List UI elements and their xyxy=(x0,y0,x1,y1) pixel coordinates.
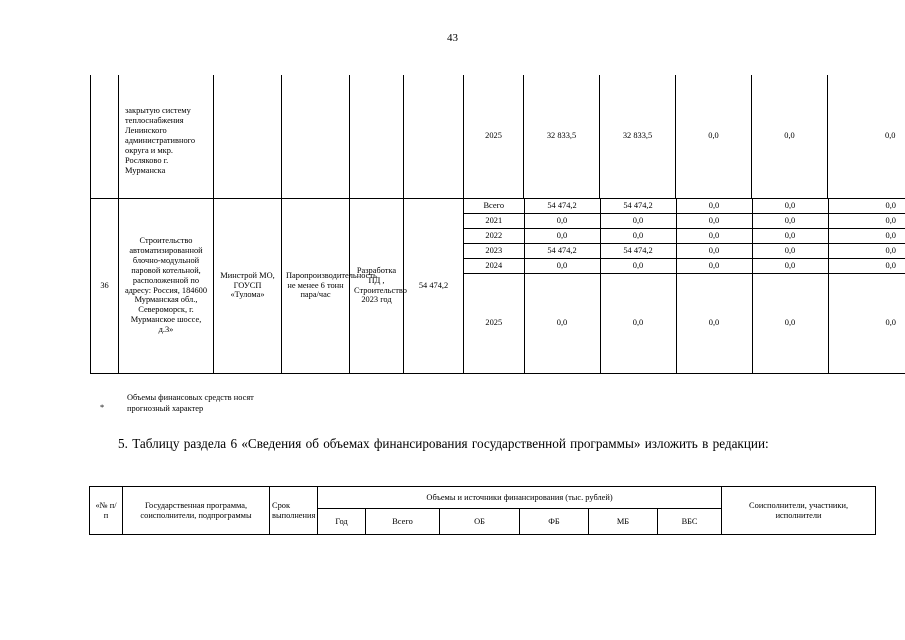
indicator-cell: Паропроизводительность не менее 6 тонн пара/час xyxy=(282,198,350,373)
mb-cell: 0,0 xyxy=(752,199,828,214)
fb-cell: 0,0 xyxy=(676,214,752,229)
footnote-line1: Объемы финансовых средств носят xyxy=(127,393,254,402)
executor-cell: Минстрой МО, ГОУСП «Тулома» xyxy=(214,198,282,373)
year-cell: 2022 xyxy=(464,229,524,244)
mb-cell: 0,0 xyxy=(752,274,828,373)
total-cell: 32 833,5 xyxy=(524,75,600,198)
fb-cell: 0,0 xyxy=(676,259,752,274)
financing-header-table xyxy=(89,486,876,535)
year-cell: 2025 xyxy=(485,318,503,328)
sub-fb-header: ФБ xyxy=(520,509,589,535)
projects-table xyxy=(90,75,905,374)
col-finance-header: Объемы и источники финансирования (тыс. рублей) xyxy=(318,487,722,509)
ob-cell: 0,0 xyxy=(600,259,676,274)
ob-cell: 54 474,2 xyxy=(600,199,676,214)
mb-cell: 0,0 xyxy=(752,259,828,274)
stage-cell: Разработка ПД , Строительство 2023 год xyxy=(350,198,404,373)
col-term-header: Срок выполнения xyxy=(270,487,318,535)
num-cell: 36 xyxy=(91,198,119,373)
vbs-cell: 0,0 xyxy=(828,244,905,259)
fb-cell: 0,0 xyxy=(676,274,752,373)
table-row-36 xyxy=(91,198,905,373)
page-number: 43 xyxy=(447,32,458,44)
year-cell: Всего xyxy=(464,199,524,214)
total-cell: 54 474,2 xyxy=(524,244,600,259)
sub-mb-header: МБ xyxy=(589,509,658,535)
ob-cell: 0,0 xyxy=(600,229,676,244)
amendment-paragraph: 5. Таблицу раздела 6 «Сведения об объемах финансирования государственной программы» изложить в редакции: xyxy=(118,436,769,451)
vbs-cell: 0,0 xyxy=(828,75,905,198)
yearly-table xyxy=(464,199,905,373)
num-cell xyxy=(91,75,119,198)
mb-cell: 0,0 xyxy=(752,244,828,259)
total-cell: 0,0 xyxy=(524,274,600,373)
year-cell: 2021 xyxy=(464,214,524,229)
year-cell: 2023 xyxy=(464,244,524,259)
fb-cell: 0,0 xyxy=(676,199,752,214)
ob-cell: 0,0 xyxy=(600,214,676,229)
fb-cell: 0,0 xyxy=(676,75,752,198)
footnote-star: * xyxy=(100,403,105,412)
year-row xyxy=(464,229,905,244)
ob-cell: 54 474,2 xyxy=(600,244,676,259)
sub-total-header: Всего xyxy=(366,509,440,535)
year-row xyxy=(464,274,905,373)
cost-cell: 54 474,2 xyxy=(404,198,464,373)
table-row-continued xyxy=(91,75,905,198)
year-cell: 2024 xyxy=(464,259,524,274)
footnote-line2: прогнозный характер xyxy=(127,403,204,413)
mb-cell: 0,0 xyxy=(752,75,828,198)
vbs-cell: 0,0 xyxy=(828,229,905,244)
vbs-cell: 0,0 xyxy=(828,199,905,214)
col-program-header: Государственная программа, соисполнители, подпрограммы xyxy=(123,487,270,535)
sub-ob-header: ОБ xyxy=(440,509,520,535)
vbs-cell: 0,0 xyxy=(828,214,905,229)
sub-vbs-header: ВБС xyxy=(658,509,722,535)
total-cell: 0,0 xyxy=(524,259,600,274)
year-row xyxy=(464,259,905,274)
total-cell: 54 474,2 xyxy=(524,199,600,214)
mb-cell: 0,0 xyxy=(752,229,828,244)
year-row xyxy=(464,199,905,214)
description-cell: закрытую систему теплоснабжения Ленинского административного округа и мкр. Росляково г. Мурманска xyxy=(119,75,214,198)
mb-cell: 0,0 xyxy=(752,214,828,229)
vbs-cell: 0,0 xyxy=(828,274,905,373)
fb-cell: 0,0 xyxy=(676,229,752,244)
vbs-cell: 0,0 xyxy=(828,259,905,274)
yearly-breakdown xyxy=(464,198,905,373)
total-cell: 0,0 xyxy=(524,214,600,229)
ob-cell: 0,0 xyxy=(600,274,676,373)
year-row xyxy=(464,214,905,229)
fb-cell: 0,0 xyxy=(676,244,752,259)
col-coexec-header: Соисполнители, участники, исполнители xyxy=(722,487,876,535)
sub-year-header: Год xyxy=(318,509,366,535)
year-cell: 2025 xyxy=(464,75,524,198)
ob-cell: 32 833,5 xyxy=(600,75,676,198)
description-cell: Строительство автоматизированной блочно-модульной паровой котельной, расположенной по адресу: Россия, 184600 Мурманская обл., Североморск, г. Мурманское шоссе, д.3» xyxy=(119,198,214,373)
year-row xyxy=(464,244,905,259)
total-cell: 0,0 xyxy=(524,229,600,244)
col-num-header: «№ п/п xyxy=(90,487,123,535)
